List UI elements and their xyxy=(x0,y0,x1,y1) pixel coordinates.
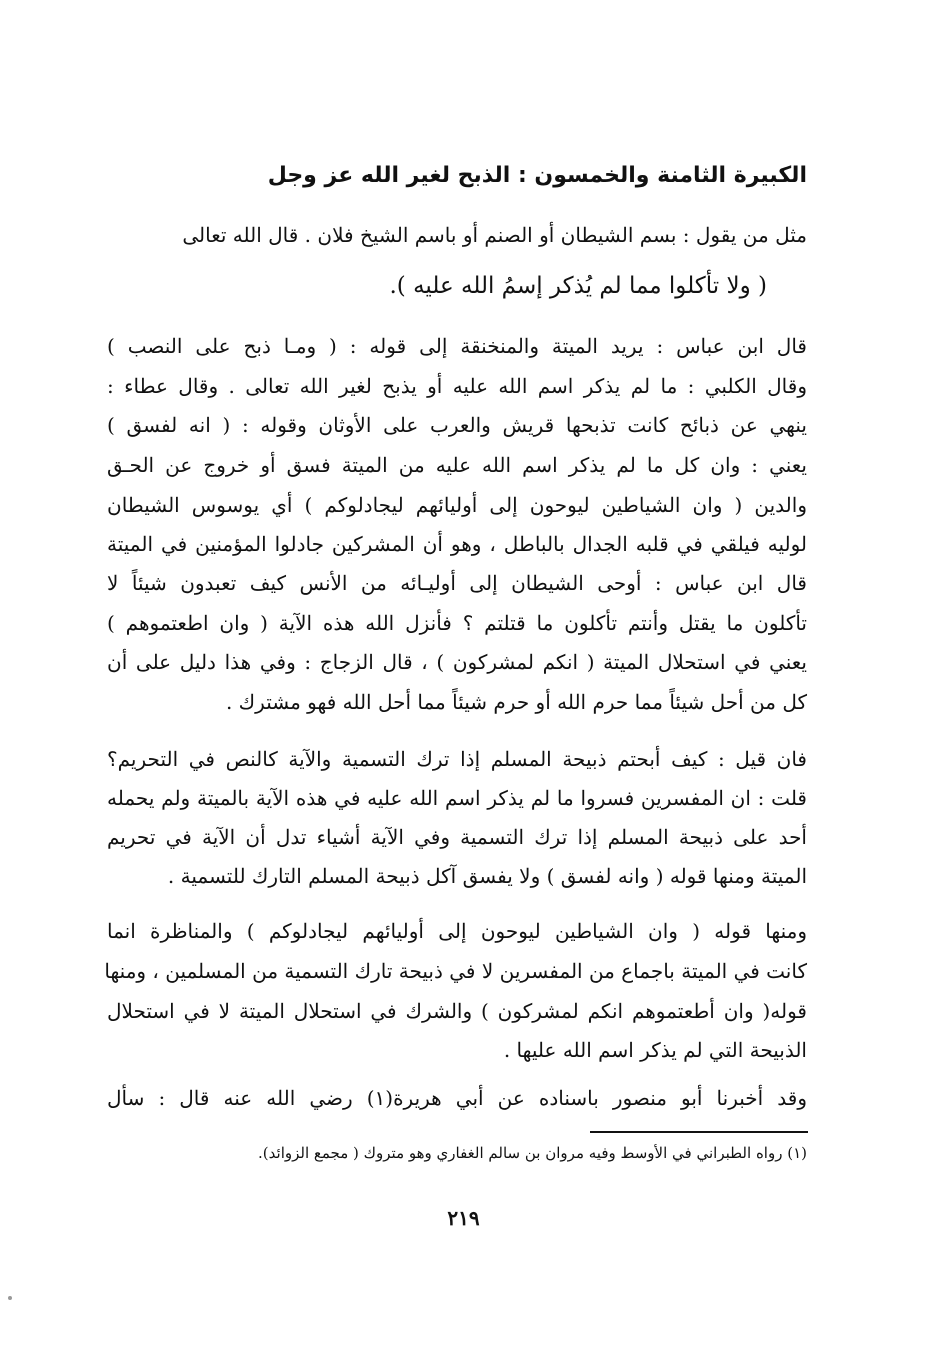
paragraph4-line: وقد أخبرنا أبو منصور باسناده عن أبي هريرة(١) رضي الله عنه قال : سأل xyxy=(107,1086,807,1110)
paragraph3-line: ومنها قوله ( وان الشياطين ليوحون إلى أوليائهم ليجادلوكم ) والمناظرة انما xyxy=(107,919,807,943)
paragraph3-line: قوله( وان أطعتموهم انكم لمشركون ) والشرك في استحلال الميتة لا في استحلال xyxy=(107,999,807,1023)
paragraph1-line: كل من أحل شيئاً مما حرم الله أو حرم شيئاً مما أحل الله فهو مشترك . xyxy=(225,690,807,714)
paragraph1-line: يعني : وان كل ما لم يذكر اسم الله عليه من الميتة فسق أو خروج عن الحـق xyxy=(107,453,807,477)
paragraph1-line: تأكلون ما يقتل وأنتم تأكلون ما قتلتم ؟ فأنزل الله هذه الآية ( وان اطعتموهم ) xyxy=(107,611,807,635)
paragraph2-line: الميتة ومنها قوله ( وانه لفسق ) ولا يفسق آكل ذبيحة المسلم التارك للتسمية . xyxy=(167,864,807,888)
intro-line: مثل من يقول : بسم الشيطان أو الصنم أو باسم الشيخ فلان . قال الله تعالى xyxy=(182,223,807,247)
paragraph3-line: كانت في الميتة باجماع من المفسرين لا في ذبيحة تارك التسمية من المسلمين ، ومنها xyxy=(104,959,807,983)
paragraph1-line: لوليه فيلقي في قلبه الجدال بالباطل ، وهو أن المشركين جادلوا المؤمنين في الميتة xyxy=(107,532,807,556)
paragraph1-line: قال ابن عباس : يريد الميتة والمنخنقة إلى قوله : ( ومـا ذبح على النصب ) xyxy=(107,334,807,358)
quran-verse: ( ولا تأكلوا مما لم يُذكر إسمُ الله عليه ). xyxy=(389,273,767,299)
paragraph1-line: قال ابن عباس : أوحى الشيطان إلى أوليـائه من الأنس كيف تعبدون شيئاً لا xyxy=(107,571,807,595)
paragraph2-line: أحد على ذبيحة المسلم إذا ترك التسمية وفي الآية أشياء تدل أن الآية في تحريم xyxy=(107,825,807,849)
chapter-title: الكبيرة الثامنة والخمسون : الذبح لغير الله عز وجل xyxy=(267,163,807,188)
paragraph1-line: وقال الكلبي : ما لم يذكر اسم الله عليه أو يذبح لغير الله تعالى . وقال عطاء : xyxy=(107,374,807,398)
paragraph3-line: الذبيحة التي لم يذكر اسم الله عليها . xyxy=(503,1038,807,1062)
footnote-divider xyxy=(590,1131,808,1133)
paragraph1-line: ينهي عن ذبائح كانت تذبحها قريش والعرب على الأوثان وقوله : ( انه لفسق ) xyxy=(107,413,807,437)
scan-speck xyxy=(8,1296,12,1300)
page-number: ٢١٩ xyxy=(447,1206,480,1230)
paragraph1-line: والدين ( وان الشياطين ليوحون إلى أوليائهم ليجادلوكم ) أي يوسوس الشيطان xyxy=(107,493,807,517)
footnote: (١) رواه الطبراني في الأوسط وفيه مروان بن سالم الغفاري وهو متروك ( مجمع الزوائد). xyxy=(258,1144,807,1162)
paragraph2-line: فان قيل : كيف أبحتم ذبيحة المسلم إذا ترك التسمية والآية كالنص في التحريم؟ xyxy=(107,747,807,771)
paragraph2-line: قلت : ان المفسرين فسروا ما لم يذكر اسم الله عليه في هذه الآية بالميتة ولم يحمله xyxy=(107,786,807,810)
paragraph1-line: يعني في استحلال الميتة ( انكم لمشركون ) ، قال الزجاج : وفي هذا دليل على أن xyxy=(107,650,807,674)
